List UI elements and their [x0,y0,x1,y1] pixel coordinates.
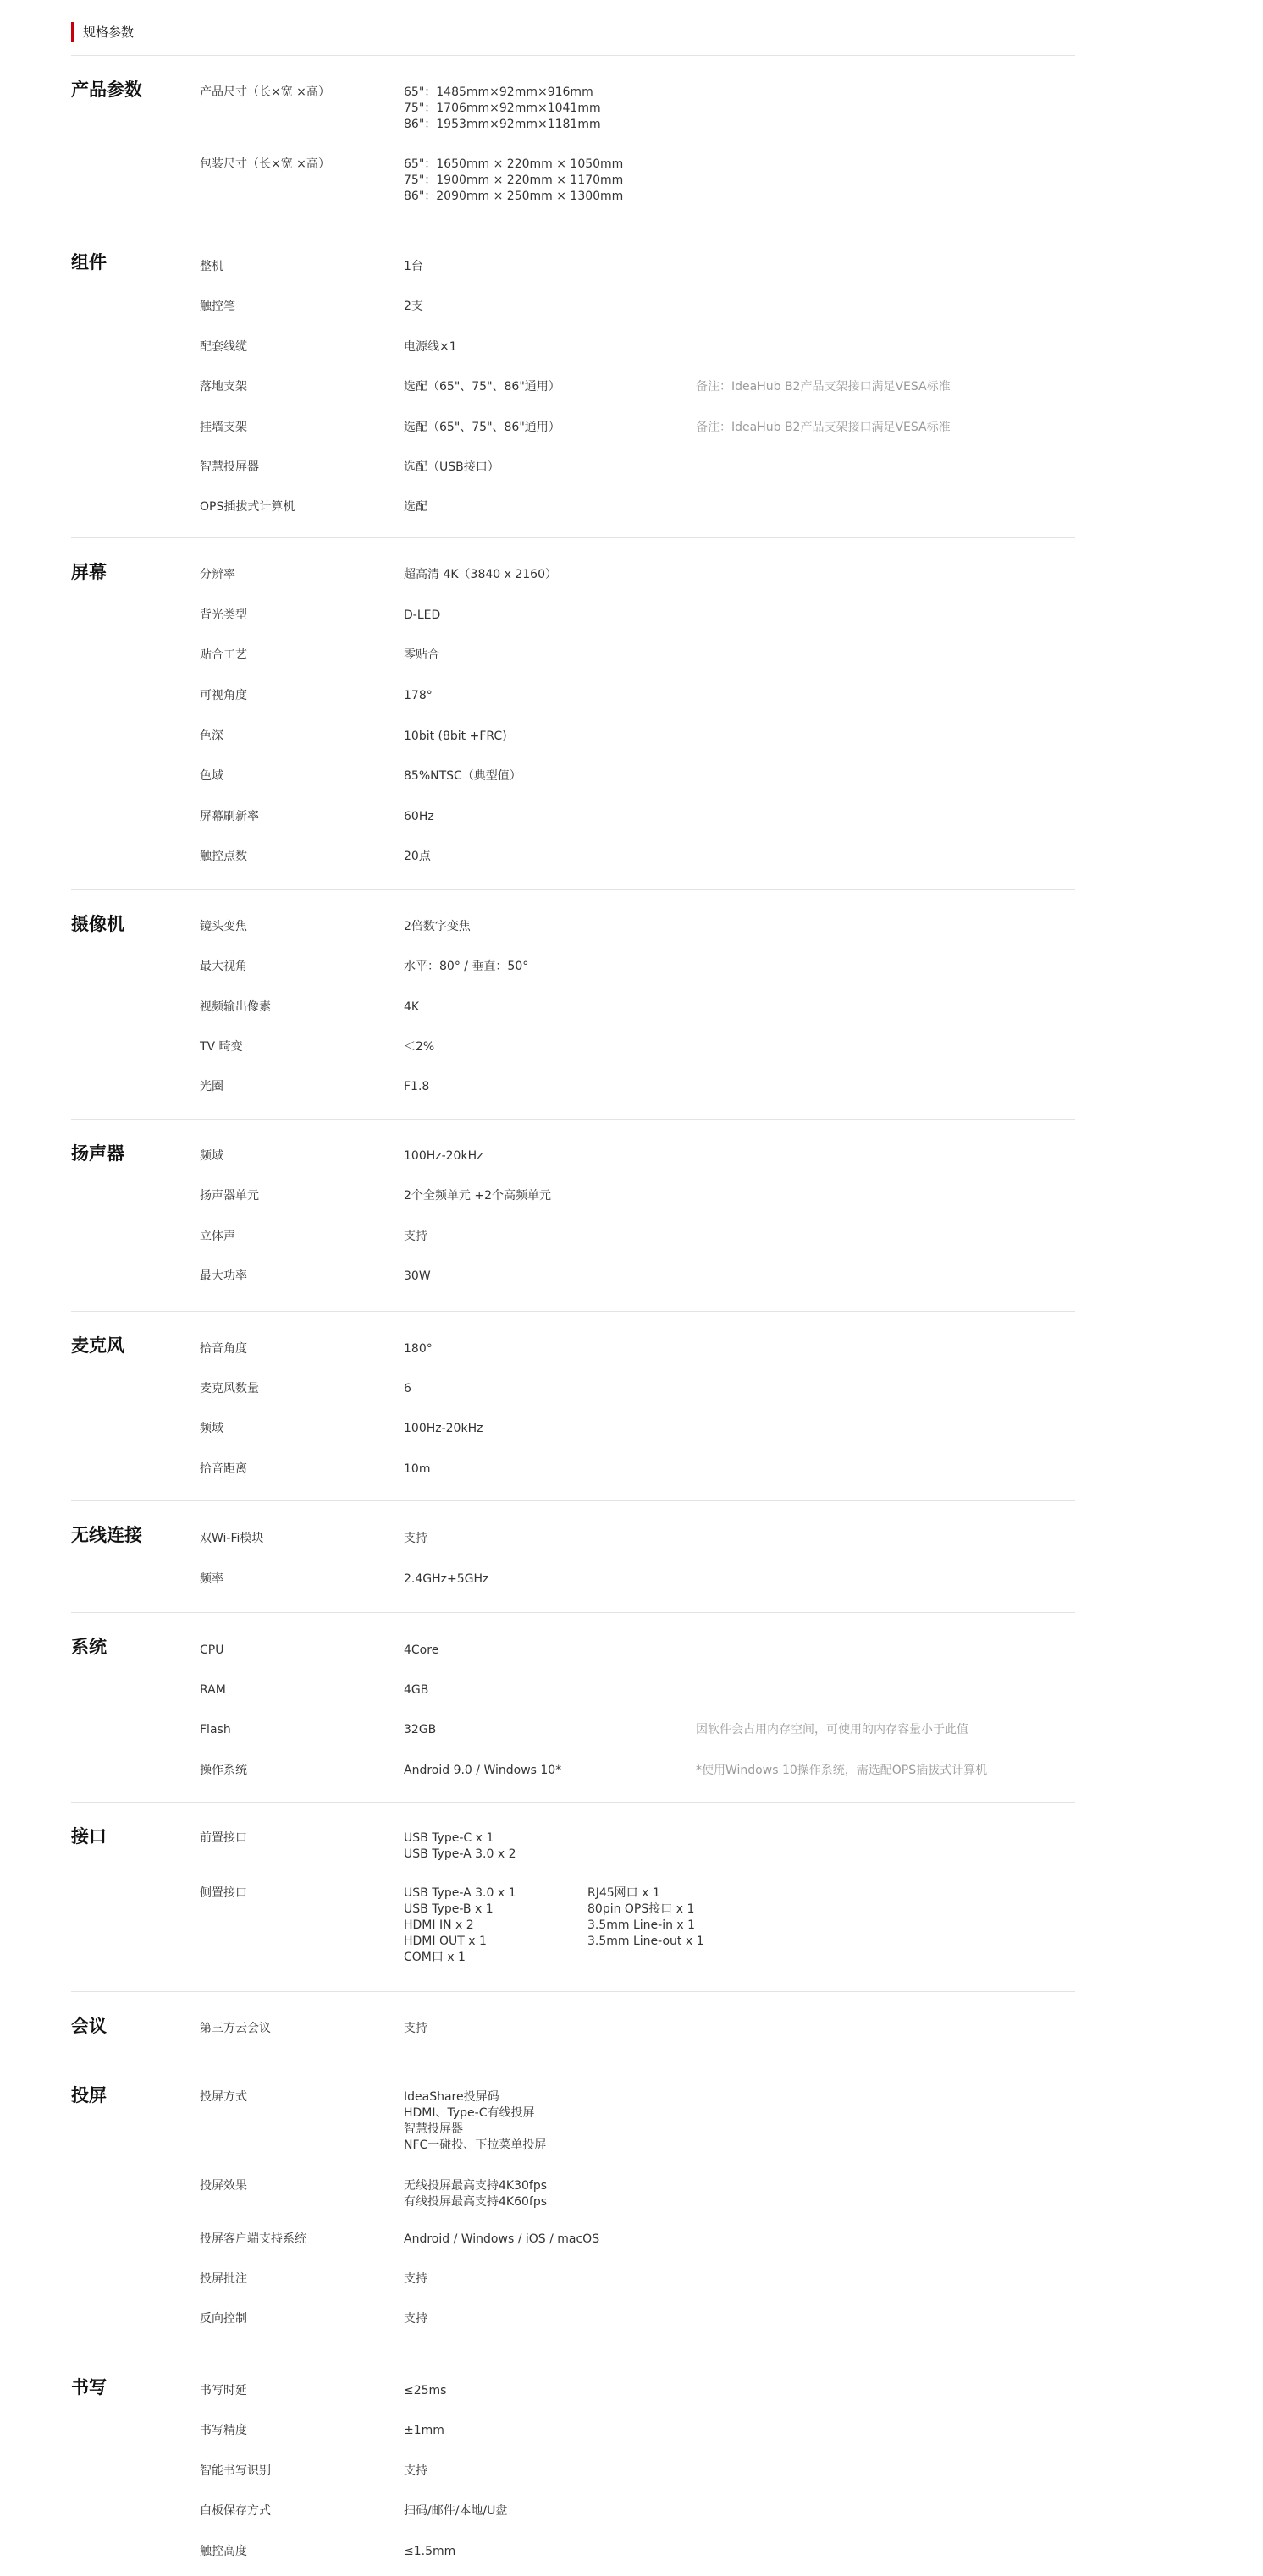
spec-key: OPS插拔式计算机 [200,500,295,514]
spec-key: 立体声 [200,1230,235,1243]
section-title: 麦克风 [71,1335,124,1356]
spec-value: USB Type-A 3.0 x 1 USB Type-B x 1 HDMI IN x 2 HDMI OUT x 1 COM口 x 1 [404,1886,516,1964]
spec-key: 视频输出像素 [200,1000,271,1014]
section-title: 书写 [71,2377,107,2397]
spec-key: 投屏批注 [200,2272,247,2286]
spec-key: 背光类型 [200,608,247,622]
spec-value: 支持 [404,2022,427,2035]
spec-value: 选配（65"、75"、86"通用） [404,421,560,434]
spec-value: 4Core [404,1643,439,1657]
spec-key: 触控高度 [200,2545,247,2558]
title-accent-bar [71,22,74,42]
spec-note: 备注：IdeaHub B2产品支架接口满足VESA标准 [696,421,951,434]
spec-value: 2倍数字变焦 [404,920,471,933]
spec-value: 32GB [404,1723,437,1737]
spec-value: 2个全频单元 +2个高频单元 [404,1189,551,1203]
spec-value: 6 [404,1382,411,1395]
spec-section [71,2061,1075,2353]
spec-key: 拾音角度 [200,1342,247,1356]
spec-section [71,538,1075,890]
spec-section [71,2353,1075,2576]
spec-key: RAM [200,1683,226,1697]
spec-value: 支持 [404,1230,427,1243]
spec-value: 超高清 4K（3840 x 2160） [404,568,557,581]
spec-value: 20点 [404,850,431,863]
section-title: 无线连接 [71,1525,142,1545]
spec-section [71,1803,1075,1992]
section-title: 投屏 [71,2085,107,2105]
spec-value: 无线投屏最高支持4K30fps 有线投屏最高支持4K60fps [404,2179,548,2209]
spec-value: 选配 [404,500,427,514]
spec-key: 第三方云会议 [200,2022,271,2035]
spec-key: 书写时延 [200,2384,247,2397]
spec-section [71,1312,1075,1501]
spec-key: 产品尺寸（长×宽 ×高） [200,85,330,99]
spec-key: 最大视角 [200,960,247,973]
spec-key: 挂墙支架 [200,421,247,434]
spec-value: Android / Windows / iOS / macOS [404,2232,600,2246]
spec-value: ＜2% [404,1040,435,1054]
spec-key: 触控点数 [200,850,247,863]
spec-key: 贴合工艺 [200,648,247,662]
spec-key: 屏幕刷新率 [200,810,259,823]
page-title: 规格参数 [83,25,135,40]
spec-value: 4GB [404,1683,429,1697]
spec-note: 备注：IdeaHub B2产品支架接口满足VESA标准 [696,380,951,394]
spec-value: 支持 [404,2272,427,2286]
spec-value: D-LED [404,608,441,622]
spec-value: IdeaShare投屏码 HDMI、Type-C有线投屏 智慧投屏器 NFC一碰投、下拉菜单投屏 [404,2090,547,2152]
spec-value: 30W [404,1269,431,1283]
spec-value: 85%NTSC（典型值） [404,769,521,783]
spec-key: 白板保存方式 [200,2504,271,2518]
spec-key: 反向控制 [200,2312,247,2326]
spec-value: ≤25ms [404,2384,447,2397]
section-title: 组件 [71,252,107,272]
spec-value: 100Hz-20kHz [404,1422,483,1435]
spec-key: CPU [200,1643,224,1657]
spec-value: 65"：1650mm × 220mm × 1050mm 75"：1900mm × 220mm × 1170mm 86"：2090mm × 250mm × 1300mm [404,157,624,203]
spec-key: 书写精度 [200,2424,247,2437]
spec-key: 配套线缆 [200,340,247,354]
spec-section [71,228,1075,538]
spec-key: 触控笔 [200,300,235,313]
spec-key: 落地支架 [200,380,247,394]
spec-key: 分辨率 [200,568,235,581]
spec-value: ±1mm [404,2424,444,2437]
spec-value: 支持 [404,2312,427,2326]
spec-key: 双Wi-Fi模块 [200,1532,264,1545]
spec-value: 零贴合 [404,648,439,662]
spec-value: 选配（65"、75"、86"通用） [404,380,560,394]
spec-key: Flash [200,1723,231,1737]
spec-key: 频域 [200,1422,223,1435]
spec-key: 扬声器单元 [200,1189,259,1203]
spec-value: 2.4GHz+5GHz [404,1572,489,1586]
spec-section [71,1992,1075,2061]
spec-key: 投屏客户端支持系统 [200,2232,306,2246]
spec-key: 投屏效果 [200,2179,247,2193]
section-title: 摄像机 [71,914,124,934]
spec-value: 100Hz-20kHz [404,1149,483,1163]
spec-value: 1台 [404,260,423,273]
spec-value-secondary: RJ45网口 x 1 80pin OPS接口 x 1 3.5mm Line-in x 1 3.5mm Line-out x 1 [587,1886,704,1948]
spec-section [71,890,1075,1120]
section-title: 产品参数 [71,80,142,100]
section-title: 扬声器 [71,1143,124,1164]
spec-note: 因软件会占用内存空间，可使用的内存容量小于此值 [696,1723,968,1737]
spec-value: 178° [404,689,433,702]
spec-key: TV 畸变 [200,1040,243,1054]
spec-value: 4K [404,1000,420,1014]
spec-key: 投屏方式 [200,2090,247,2104]
spec-value: 选配（USB接口） [404,460,499,474]
spec-key: 频域 [200,1149,223,1163]
spec-value: 电源线×1 [404,340,457,354]
spec-value: Android 9.0 / Windows 10* [404,1764,562,1777]
section-title: 接口 [71,1826,107,1847]
section-title: 会议 [71,2016,107,2036]
spec-value: F1.8 [404,1080,430,1093]
spec-key: 频率 [200,1572,223,1586]
spec-key: 光圈 [200,1080,223,1093]
spec-value: ≤1.5mm [404,2545,456,2558]
spec-key: 整机 [200,260,223,273]
spec-value: 65"：1485mm×92mm×916mm 75"：1706mm×92mm×1041mm 86"：1953mm×92mm×1181mm [404,85,601,131]
spec-key: 前置接口 [200,1831,247,1845]
spec-key: 麦克风数量 [200,1382,259,1395]
spec-section [71,1120,1075,1312]
spec-section [71,1613,1075,1803]
spec-value: 10bit (8bit +FRC) [404,729,507,743]
spec-note: *使用Windows 10操作系统，需选配OPS插拔式计算机 [696,1764,988,1777]
spec-value: 支持 [404,1532,427,1545]
spec-value: 60Hz [404,810,434,823]
spec-value: 扫码/邮件/本地/U盘 [404,2504,508,2518]
spec-value: USB Type-C x 1 USB Type-A 3.0 x 2 [404,1831,516,1861]
spec-section [71,1501,1075,1613]
spec-key: 包装尺寸（长×宽 ×高） [200,157,330,171]
spec-key: 镜头变焦 [200,920,247,933]
spec-value: 180° [404,1342,433,1356]
spec-key: 操作系统 [200,1764,247,1777]
spec-key: 侧置接口 [200,1886,247,1900]
spec-key: 拾音距离 [200,1462,247,1476]
spec-key: 可视角度 [200,689,247,702]
spec-key: 最大功率 [200,1269,247,1283]
section-title: 屏幕 [71,562,107,582]
spec-value: 10m [404,1462,431,1476]
spec-value: 2支 [404,300,423,313]
spec-section [71,56,1075,228]
spec-value: 支持 [404,2464,427,2478]
section-title: 系统 [71,1637,107,1657]
spec-key: 色域 [200,769,223,783]
spec-key: 智慧投屏器 [200,460,259,474]
spec-value: 水平：80° / 垂直：50° [404,960,529,973]
spec-key: 智能书写识别 [200,2464,271,2478]
spec-key: 色深 [200,729,223,743]
